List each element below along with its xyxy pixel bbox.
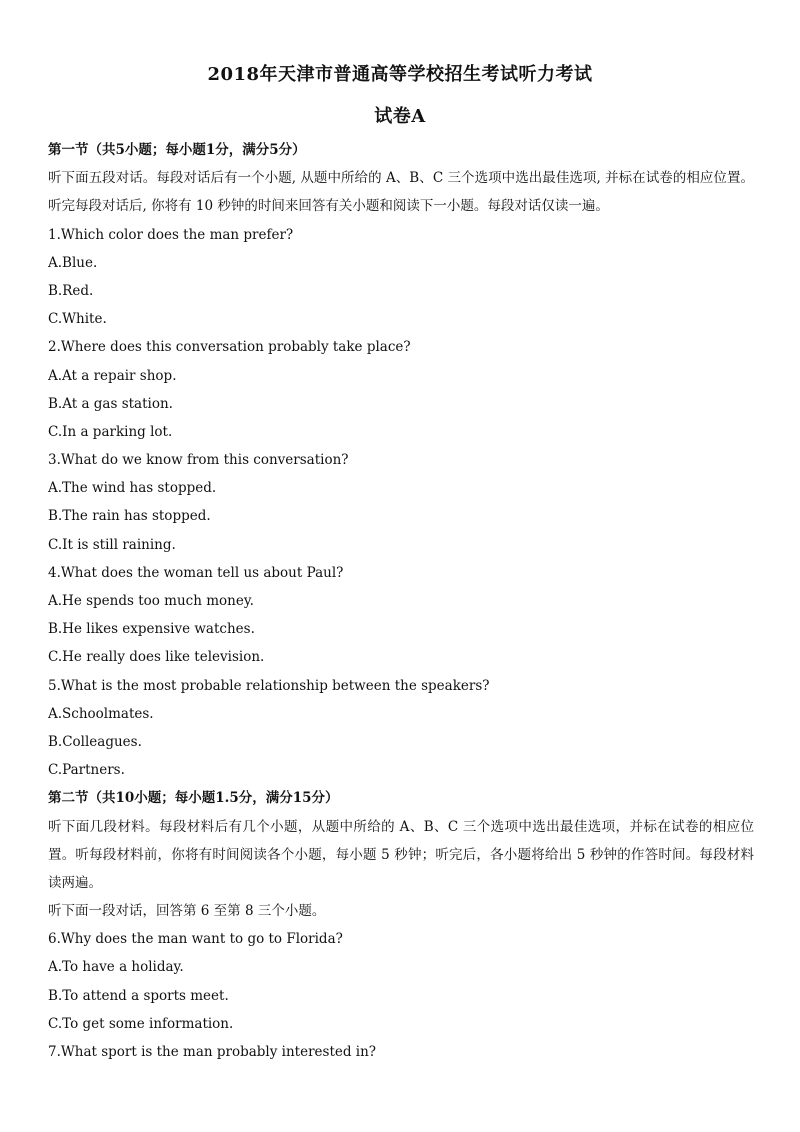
option-c: C.It is still raining. — [48, 536, 176, 553]
question-4 — [48, 559, 754, 672]
question-1 — [48, 221, 754, 334]
option-c: C.White. — [48, 311, 107, 328]
option-a: A.To have a holiday. — [48, 959, 184, 976]
question-stem: 6.Why does the man want to go to Florida? — [48, 931, 343, 948]
question-stem: 5.What is the most probable relationship between the speakers? — [48, 677, 490, 694]
document-title: 2018年天津市普通高等学校招生考试听力考试 — [207, 64, 593, 85]
section1-instructions: 听下面五段对话。每段对话后有一个小题, 从题中所给的 A、B、C 三个选项中选出最佳选项, 并标在试卷的相应位置。听完每段对话后, 你将有 10 秒钟的时间来回答有关小题和阅读下一小题。每段对话仅读一遍。 — [48, 170, 754, 215]
question-stem: 4.What does the woman tell us about Paul? — [48, 564, 344, 581]
option-c: C.He really does like television. — [48, 649, 265, 666]
question-2 — [48, 333, 754, 446]
option-a: A.Schoolmates. — [48, 705, 154, 722]
exam-content — [48, 136, 754, 1066]
option-c: C.In a parking lot. — [48, 423, 173, 440]
question-stem: 1.Which color does the man prefer? — [48, 226, 294, 243]
question-7 — [48, 1038, 754, 1066]
question-stem: 7.What sport is the man probably interested in? — [48, 1044, 377, 1061]
option-a: A.Blue. — [48, 254, 98, 271]
question-6 — [48, 925, 754, 1038]
document-subtitle: 试卷A — [374, 106, 426, 127]
option-a: A.At a repair shop. — [48, 367, 177, 384]
question-stem: 3.What do we know from this conversation? — [48, 452, 349, 469]
option-b: B.At a gas station. — [48, 395, 173, 412]
option-c: C.To get some information. — [48, 1015, 234, 1032]
option-b: B.Red. — [48, 282, 94, 299]
option-a: A.The wind has stopped. — [48, 480, 217, 497]
question-stem: 2.Where does this conversation probably take place? — [48, 339, 411, 356]
option-b: B.Colleagues. — [48, 733, 142, 750]
group-intro: 听下面一段对话，回答第 6 至第 8 三个小题。 — [48, 903, 326, 920]
option-b: B.The rain has stopped. — [48, 508, 211, 525]
option-c: C.Partners. — [48, 762, 125, 779]
option-a: A.He spends too much money. — [48, 593, 254, 610]
question-5 — [48, 672, 754, 785]
question-3 — [48, 446, 754, 559]
option-b: B.To attend a sports meet. — [48, 987, 229, 1004]
section1-heading: 第一节（共5小题；每小题1分，满分5分） — [48, 142, 306, 158]
option-b: B.He likes expensive watches. — [48, 621, 255, 638]
section2-heading: 第二节（共10小题；每小题1.5分，满分15分） — [48, 790, 339, 807]
section2-instructions: 听下面几段材料。每段材料后有几个小题，从题中所给的 A、B、C 三个选项中选出最佳选项，并标在试卷的相应位置。听每段材料前，你将有时间阅读各个小题，每小题 5 秒钟；听完后，各小题将给出 5 秒钟的作答时间。每段材料读两遍。 — [48, 818, 754, 891]
